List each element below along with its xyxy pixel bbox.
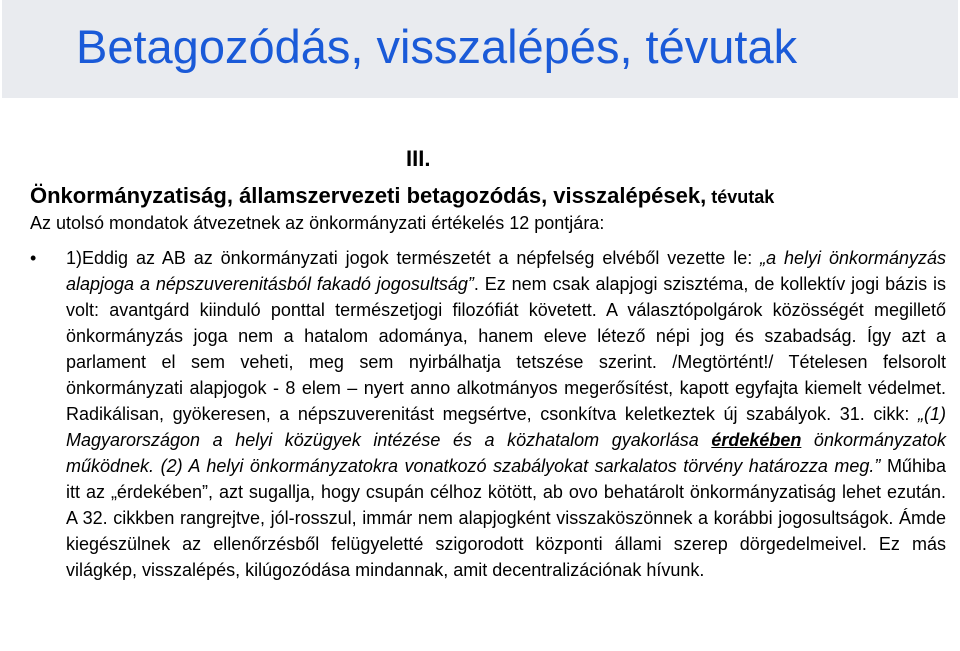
section-number: III. [406,146,431,171]
body-paragraph [66,245,946,583]
body-segment-2: . Ez nem csak alapjogi szisztéma, de kollektív jogi bázis is volt: avantgárd kiinduló ponttal természetjogi filozófiát követett. A választópolgárok közösségét megillető önkormányzás joga nem a hatalom adománya, hanem eleve létező népi jog és szabadság. Így azt a parlament el sem veheti, meg sem nyirbálhatja tetszése szerint. /Megtörtént!/ Tételesen felsorolt önkormányzati alapjogok - 8 elem – nyert anno alkotmányos megerősítést, kapott egyfajta kiemelt védelmet. Radikálisan, gyökeresen, a népszuverenitást megsértve, csonkítva keletkeztek új szabályok. 31. cikk: [66,274,946,424]
body-quote-2b: önkormányzatok működnek. (2) A helyi önkormányzatokra vonatkozó szabályokat sarkalatos törvény határozza meg.” [66,430,946,476]
section-heading [30,183,774,210]
body-emphasis: érdekében [711,430,802,450]
body-segment-1: 1)Eddig az AB az önkormányzati jogok természetét a népfelség elvéből vezette le: [66,248,761,268]
body-quote-2a: „(1) Magyarországon a helyi közügyek intézése és a közhatalom gyakorlása [66,404,946,450]
section-heading-main: Önkormányzatiság, államszervezeti betagozódás, visszalépések, [30,183,707,208]
bullet-icon: • [30,248,37,268]
title-bar [2,0,958,98]
section-heading-tail: tévutak [706,187,775,207]
intro-line: Az utolsó mondatok átvezetnek az önkormányzati értékelés 12 pontjára: [30,213,605,233]
slide-title: Betagozódás, visszalépés, tévutak [76,20,798,73]
body-segment-3: Műhiba itt az „érdekében”, azt sugallja, hogy csupán célhoz kötött, ab ovo behatárolt önkormányzatiság lehet ezután. A 32. cikkben rangrejtve, jól-rosszul, immár nem alapjogként visszaköszönnek a korábbi jogosultságok. Ámde kiegészülnek az ellenőrzésből felügyeletté szigorodott központi állami szerep dörgedelmeivel. Ez más világkép, visszalépés, kilúgozódása mindannak, amit decentralizációnak hívunk. [66,456,946,580]
body-quote-1: „a helyi önkormányzás alapjoga a népszuverenitásból fakadó jogosultság” [66,248,946,294]
